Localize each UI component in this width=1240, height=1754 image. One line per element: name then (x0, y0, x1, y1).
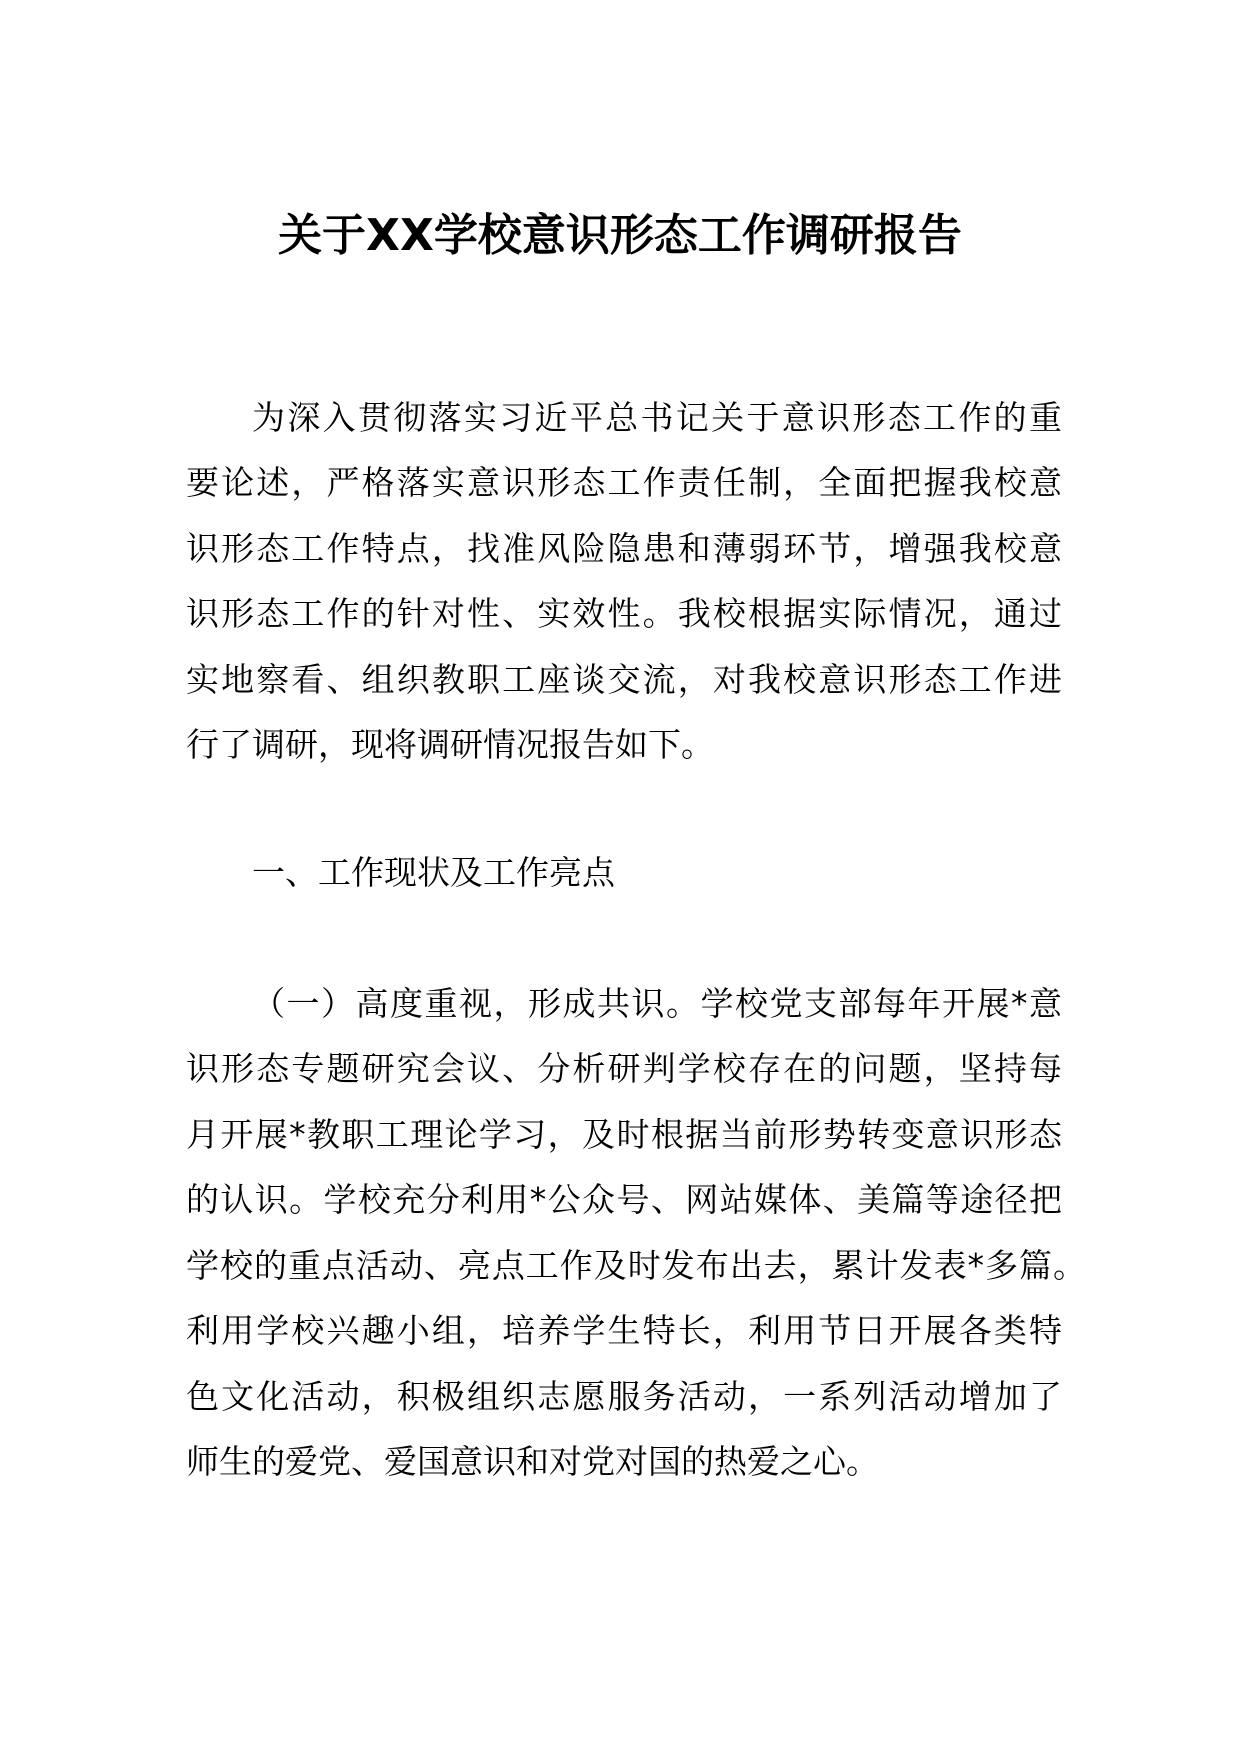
paragraph-line: 识形态专题研究会议、分析研判学校存在的问题，坚持每 (186, 1049, 1062, 1088)
paragraph-line: 行了调研，现将调研情况报告如下。 (186, 725, 714, 764)
paragraph-line: 的认识。学校充分利用*公众号、网站媒体、美篇等途径把 (186, 1180, 1062, 1219)
paragraph-line: 识形态工作特点，找准风险隐患和薄弱环节，增强我校意 (186, 529, 1062, 568)
paragraph-line: 为深入贯彻落实习近平总书记关于意识形态工作的重 (252, 398, 1062, 437)
paragraph-line: 师生的爱党、爱国意识和对党对国的热爱之心。 (186, 1442, 879, 1481)
paragraph-line: 利用学校兴趣小组，培养学生特长，利用节日开展各类特 (186, 1311, 1062, 1350)
paragraph-line: 月开展*教职工理论学习，及时根据当前形势转变意识形态 (186, 1115, 1062, 1154)
paragraph-line: 识形态工作的针对性、实效性。我校根据实际情况，通过 (186, 594, 1062, 633)
paragraph-line: 学校的重点活动、亮点工作及时发布出去，累计发表*多篇。 (186, 1246, 1086, 1285)
paragraph-line: （一）高度重视，形成共识。学校党支部每年开展*意 (252, 984, 1062, 1023)
document-title: 关于XX学校意识形态工作调研报告 (278, 210, 962, 261)
paragraph-line: 要论述，严格落实意识形态工作责任制，全面把握我校意 (186, 463, 1062, 502)
section-heading: 一、工作现状及工作亮点 (252, 853, 615, 892)
paragraph-line: 色文化活动，积极组织志愿服务活动，一系列活动增加了 (186, 1377, 1062, 1416)
paragraph-line: 实地察看、组织教职工座谈交流，对我校意识形态工作进 (186, 660, 1062, 699)
